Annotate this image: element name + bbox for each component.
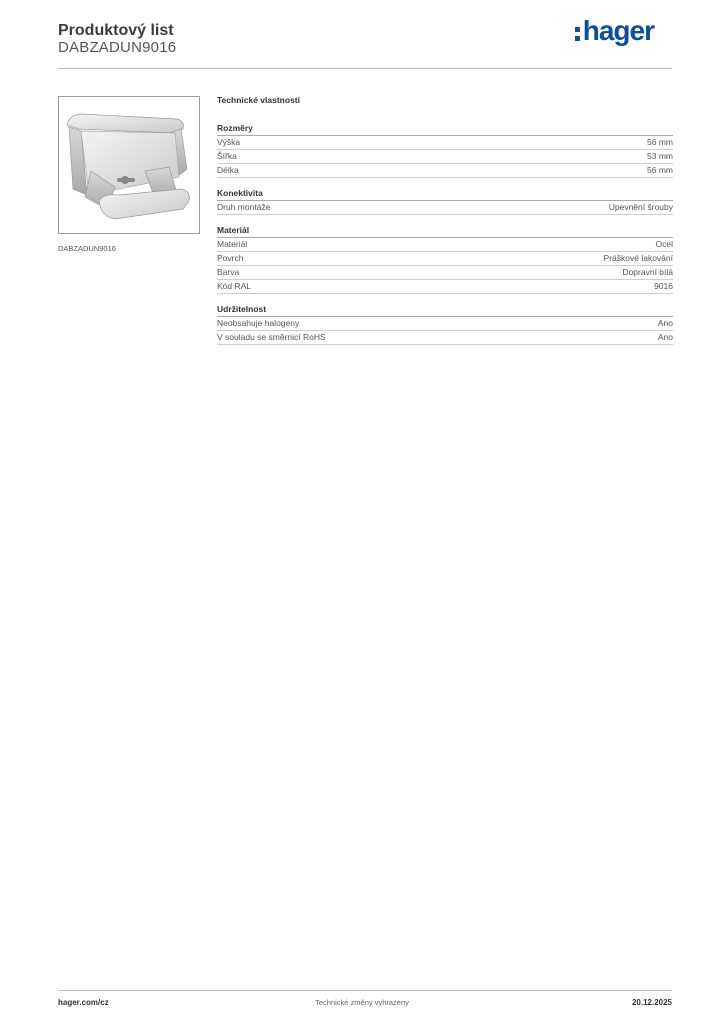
group-title: Konektivita <box>217 187 673 201</box>
property-label: Druh montáže <box>217 202 271 212</box>
logo-text: hager <box>582 15 654 46</box>
property-value: 53 mm <box>647 151 673 161</box>
metal-mounting-clip-image <box>59 97 199 233</box>
property-value: Práškové lakování <box>603 253 673 263</box>
group-dimensions <box>217 122 673 178</box>
property-value: 9016 <box>654 281 673 291</box>
footer-notice: Technické změny vyhrazeny <box>315 998 409 1007</box>
group-title: Materiál <box>217 224 673 238</box>
property-value: Dopravní bílá <box>622 267 673 277</box>
property-label: Materiál <box>217 239 248 249</box>
property-row <box>217 164 673 178</box>
image-caption: DABZADUN9016 <box>58 244 116 253</box>
property-row <box>217 238 673 252</box>
logo-dots-icon <box>575 27 580 41</box>
product-image <box>58 96 200 234</box>
property-label: Šířka <box>217 151 237 161</box>
property-row <box>217 201 673 215</box>
product-code: DABZADUN9016 <box>58 39 177 56</box>
group-connectivity <box>217 187 673 215</box>
property-label: Kód RAL <box>217 281 252 291</box>
property-row <box>217 266 673 280</box>
hager-logo <box>575 14 654 48</box>
property-value: Ano <box>657 332 673 342</box>
property-label: V souladu se směrnicí RoHS <box>217 332 326 342</box>
property-value: Ano <box>657 318 673 328</box>
footer-date: 20.12.2025 <box>631 998 672 1007</box>
footer-divider <box>58 990 672 991</box>
properties-heading: Technické vlastnosti <box>217 95 300 105</box>
property-row <box>217 331 673 345</box>
group-material <box>217 224 673 294</box>
property-label: Barva <box>217 267 240 277</box>
property-value: 56 mm <box>647 137 673 147</box>
property-row <box>217 150 673 164</box>
property-label: Délka <box>217 165 239 175</box>
property-row <box>217 317 673 331</box>
property-value: 56 mm <box>647 165 673 175</box>
property-value: Upevnění šrouby <box>608 202 673 212</box>
group-title: Rozměry <box>217 122 673 136</box>
property-row <box>217 252 673 266</box>
property-value: Ocel <box>655 239 673 249</box>
property-label: Výška <box>217 137 241 147</box>
property-row <box>217 280 673 294</box>
footer-website: hager.com/cz <box>58 998 109 1007</box>
property-label: Povrch <box>217 253 244 263</box>
property-row <box>217 136 673 150</box>
header-divider <box>58 68 672 69</box>
group-title: Udržitelnost <box>217 303 673 317</box>
technical-properties <box>217 94 673 354</box>
group-sustainability <box>217 303 673 345</box>
page-title: Produktový list <box>58 22 174 39</box>
property-label: Neobsahuje halogeny <box>217 318 300 328</box>
